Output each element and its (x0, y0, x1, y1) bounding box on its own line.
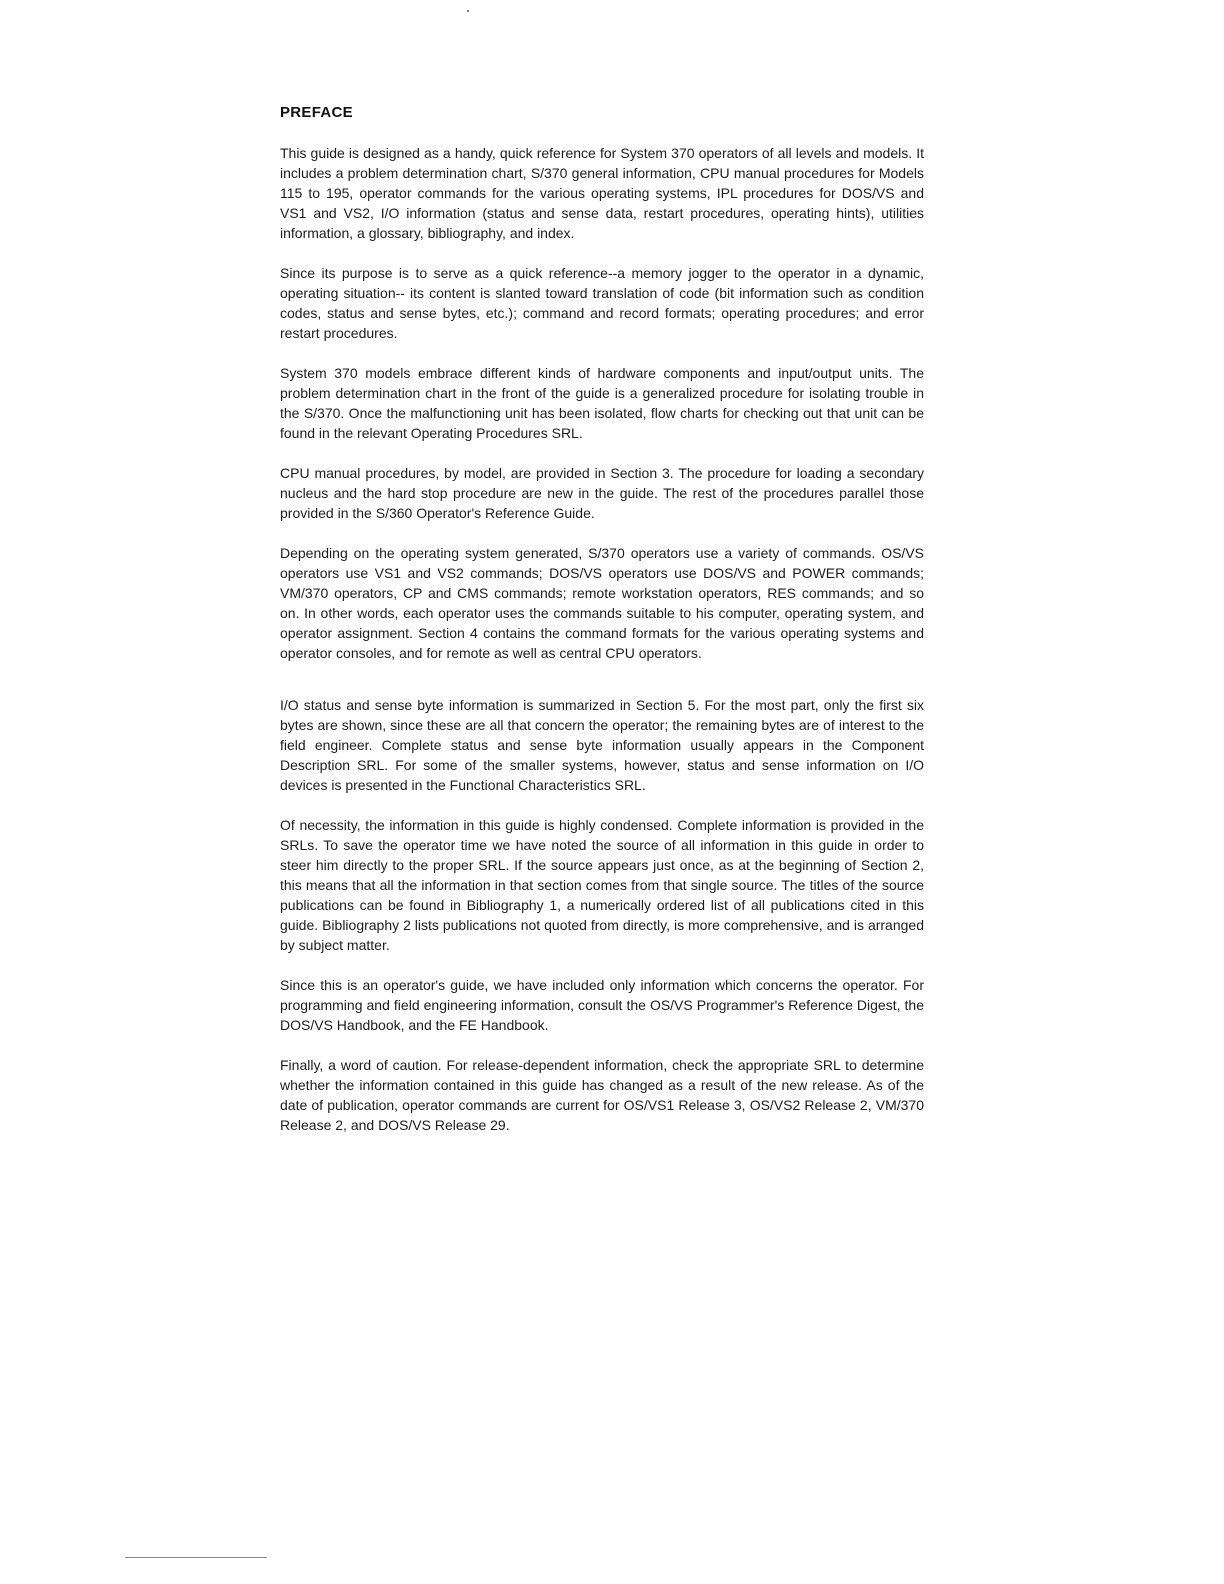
scan-speck (467, 10, 469, 12)
paragraph-models: System 370 models embrace different kinds of hardware components and input/output units. The problem determination chart in the front of the guide is a generalized procedure for isolating trouble in the S/370. Once the malfunctioning unit has been isolated, flow charts for checking out that unit can be found in the relevant Operating Procedures SRL. (280, 365, 924, 441)
footer-rule (125, 1557, 267, 1558)
paragraph-io-status: I/O status and sense byte information is summarized in Section 5. For the most part, only the first six bytes are shown, since these are all that concern the operator; the remaining bytes are of interest to the field engineer. Complete status and sense byte information usually appears in the Component Description SRL. For some of the smaller systems, however, status and sense information on I/O devices is presented in the Functional Characteristics SRL. (280, 697, 924, 793)
paragraph-caution: Finally, a word of caution. For release-dependent information, check the appropriate SRL to determine whether the information contained in this guide has changed as a result of the new release. As of the date of publication, operator commands are current for OS/VS1 Release 3, OS/VS2 Release 2, VM/370 Release 2, and DOS/VS Release 29. (280, 1057, 924, 1133)
paragraph-intro: This guide is designed as a handy, quick reference for System 370 operators of all levels and models. It includes a problem determination chart, S/370 general information, CPU manual procedures for Models 115 to 195, operator commands for the various operating systems, IPL procedures for DOS/VS and VS1 and VS2, I/O information (status and sense data, restart procedures, operating hints), utilities information, a glossary, bibliography, and index. (280, 145, 924, 241)
paragraph-condensed: Of necessity, the information in this guide is highly condensed. Complete information is provided in the SRLs. To save the operator time we have noted the source of all information in this guide in order to steer him directly to the proper SRL. If the source appears just once, as at the beginning of Section 2, this means that all the information in that section comes from that single source. The titles of the source publications can be found in Bibliography 1, a numerically ordered list of all publications cited in this guide. Bibliography 2 lists publications not quoted from directly, is more comprehensive, and is arranged by subject matter. (280, 817, 924, 953)
paragraph-commands: Depending on the operating system generated, S/370 operators use a variety of commands. OS/VS operators use VS1 and VS2 commands; DOS/VS operators use DOS/VS and POWER commands; VM/370 operators, CP and CMS commands; remote workstation operators, RES commands; and so on. In other words, each operator uses the commands suitable to his computer, operating system, and operator assignment. Section 4 contains the command formats for the various operating systems and operator consoles, and for remote as well as central CPU operators. (280, 545, 924, 661)
preface-section (280, 104, 924, 1155)
paragraph-cpu-procedures: CPU manual procedures, by model, are provided in Section 3. The procedure for loading a secondary nucleus and the hard stop procedure are new in the guide. The rest of the procedures parallel those provided in the S/360 Operator's Reference Guide. (280, 465, 924, 521)
page-title: PREFACE (280, 104, 353, 121)
paragraph-purpose: Since its purpose is to serve as a quick reference--a memory jogger to the operator in a dynamic, operating situation-- its content is slanted toward translation of code (bit information such as condition codes, status and sense bytes, etc.); command and record formats; operating procedures; and error restart procedures. (280, 265, 924, 341)
paragraph-operators-guide: Since this is an operator's guide, we have included only information which concerns the operator. For programming and field engineering information, consult the OS/VS Programmer's Reference Digest, the DOS/VS Handbook, and the FE Handbook. (280, 977, 924, 1033)
